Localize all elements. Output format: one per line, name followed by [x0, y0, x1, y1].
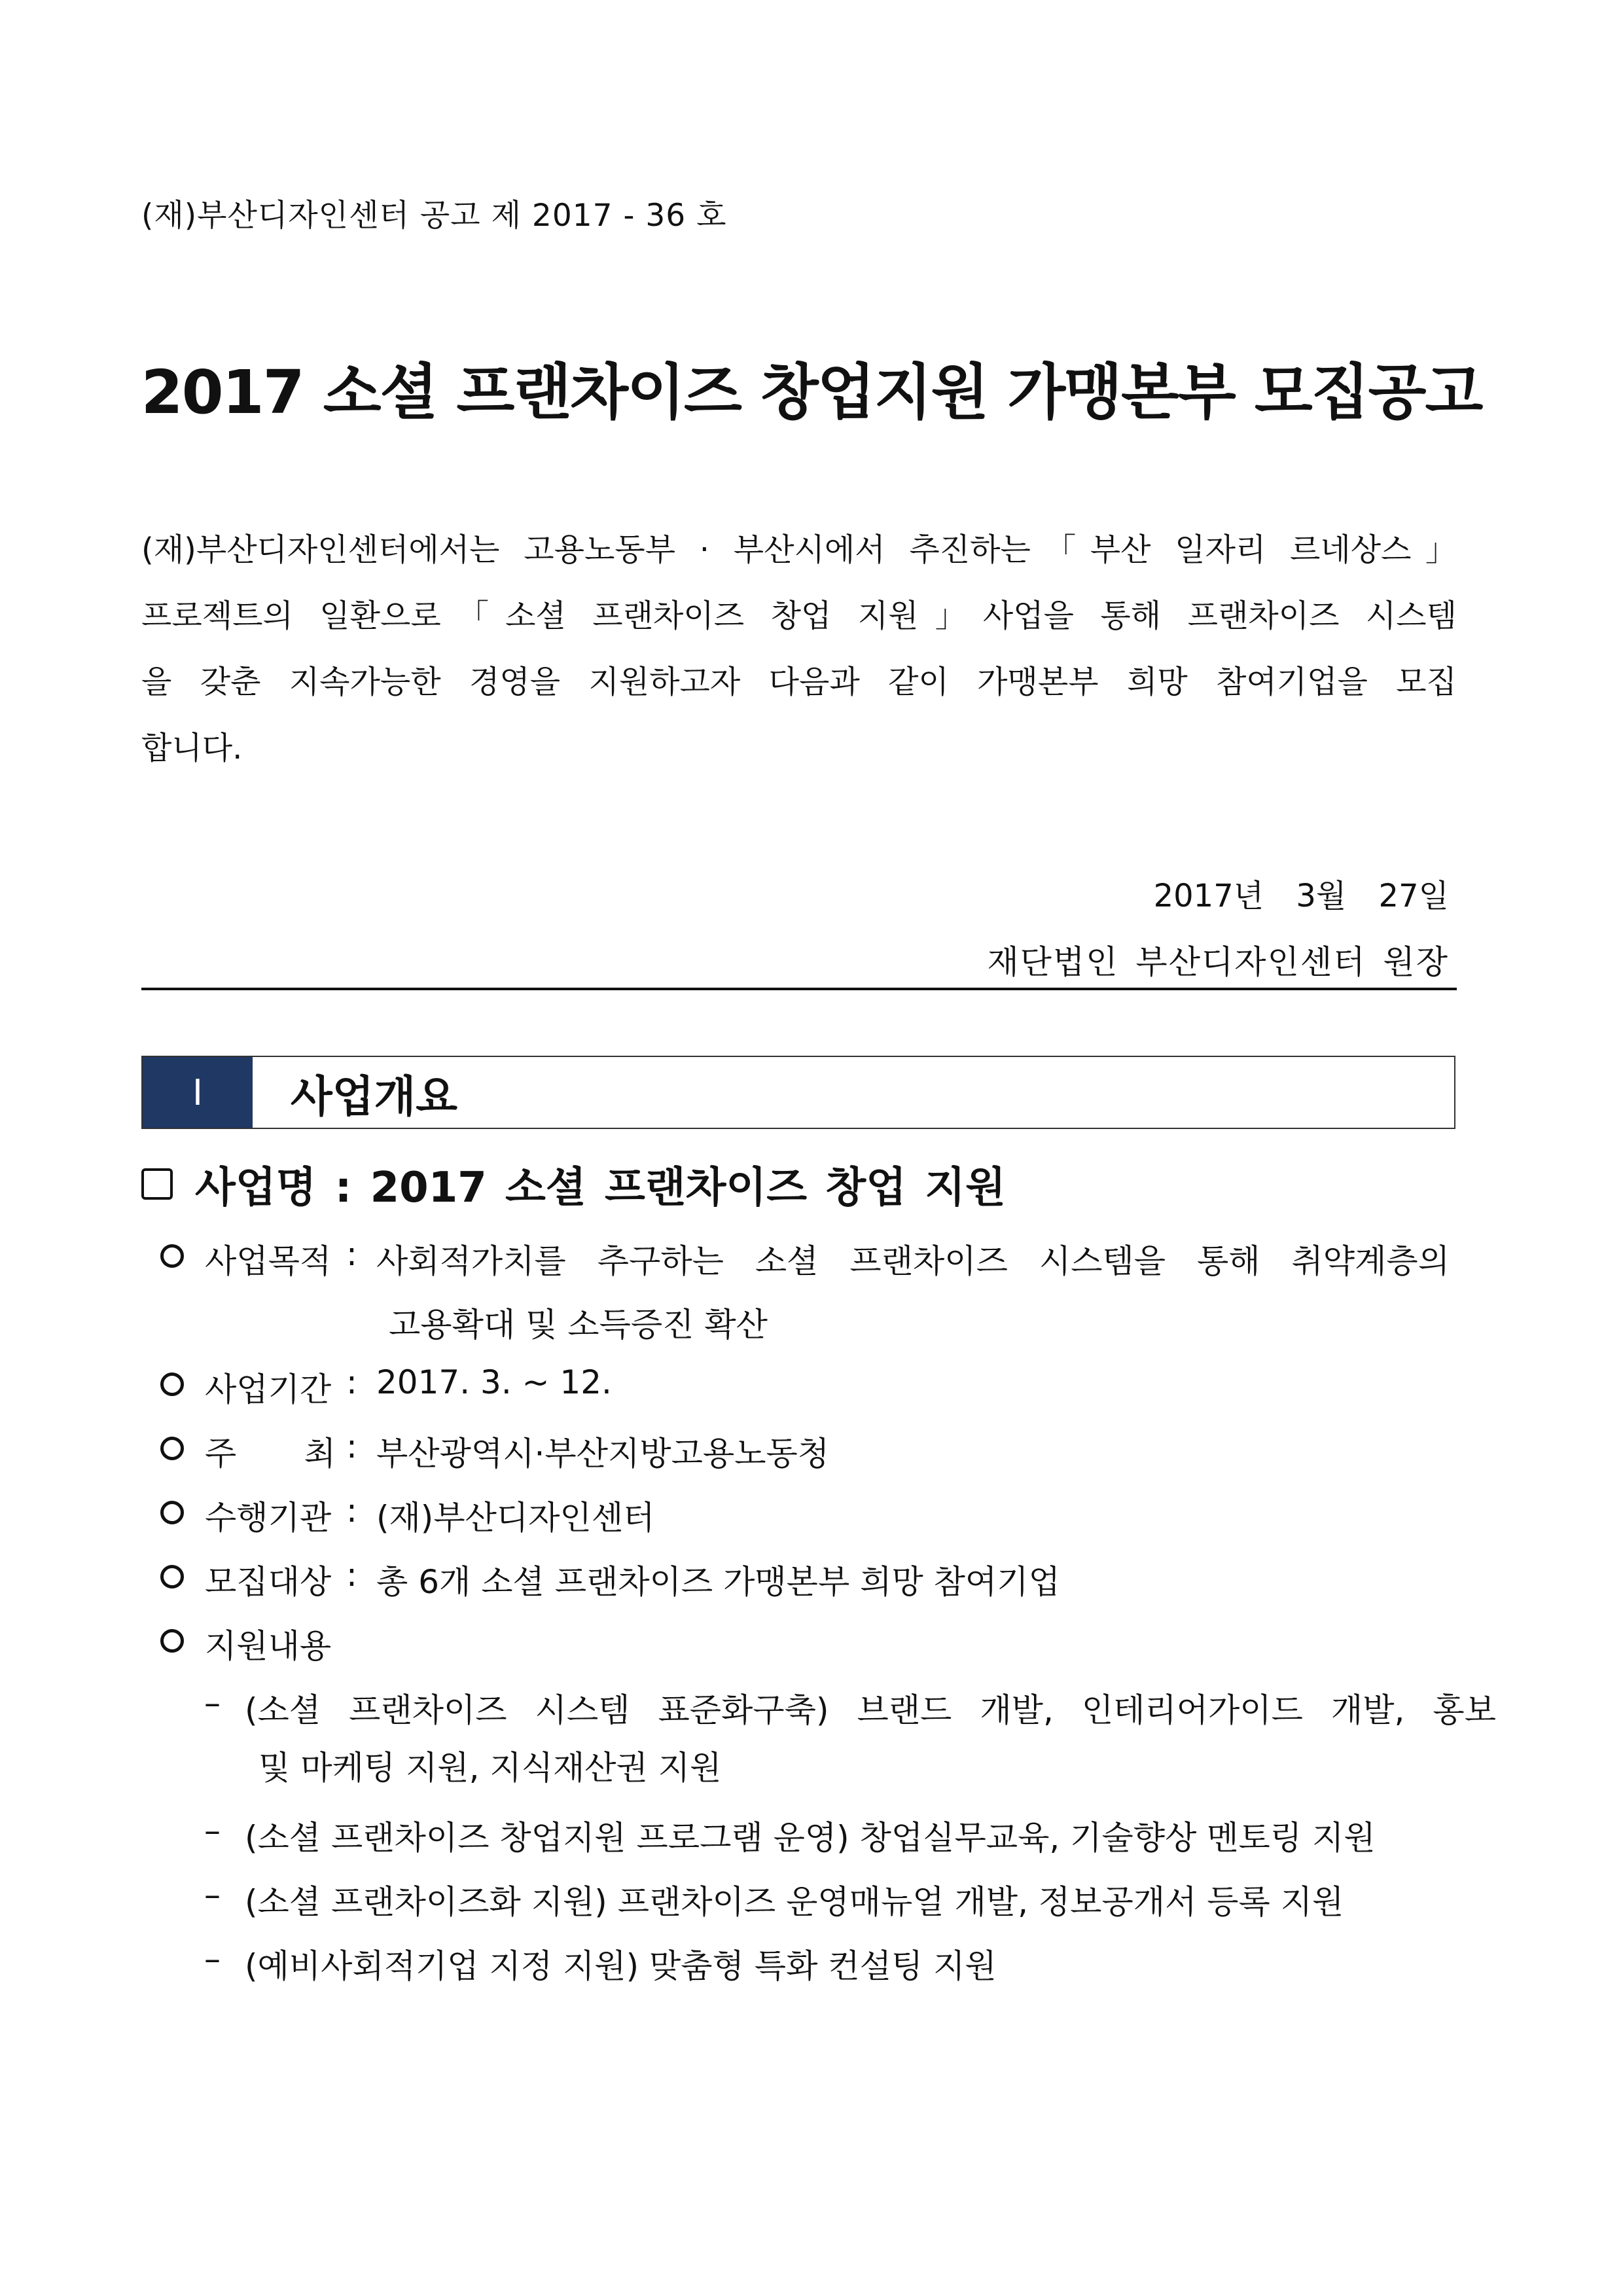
circle-bullet-icon [160, 1372, 184, 1396]
notice-number: (재)부산디자인센터 공고 제 2017 - 36 호 [141, 198, 727, 234]
item-executor [160, 1492, 654, 1539]
section-title: 사업개요 [291, 1071, 458, 1122]
project-name: 사업명 : 2017 소셜 프랜차이즈 창업 지원 [195, 1164, 1006, 1212]
support-item-text: (소셜 프랜차이즈 시스템 표준화구축) 브랜드 개발, 인테리어가이드 개발, 홍보 [245, 1691, 1496, 1729]
item-label: 지원내용 [205, 1627, 332, 1665]
support-item-text: (소셜 프랜차이즈화 지원) 프랜차이즈 운영매뉴얼 개발, 정보공개서 등록 지원 [245, 1883, 1344, 1921]
issuer: 재단법인 부산디자인센터 원장 [987, 943, 1449, 981]
dash-bullet: – [204, 1684, 221, 1722]
colon: : [346, 1427, 357, 1465]
support-item-text: (예비사회적기업 지정 지원) 맞춤형 특화 컨설팅 지원 [245, 1947, 997, 1985]
colon: : [346, 1556, 357, 1594]
project-name-row [141, 1154, 1006, 1214]
section-header [141, 1056, 1455, 1129]
item-value: 사회적가치를 추구하는 소셜 프랜차이즈 시스템을 통해 취약계층의 [376, 1242, 1450, 1280]
item-host [160, 1427, 829, 1475]
colon: : [346, 1492, 357, 1530]
dash-bullet: – [204, 1940, 221, 1978]
intro-line: 을 갖춘 지속가능한 경영을 지원하고자 다음과 같이 가맹본부 희망 참여기업을 모집 [141, 664, 1457, 700]
item-value: 부산광역시·부산지방고용노동청 [376, 1435, 830, 1473]
intro-paragraph [141, 517, 1457, 781]
item-value: 총 6개 소셜 프랜차이즈 가맹본부 희망 참여기업 [376, 1563, 1060, 1601]
item-purpose [160, 1235, 1450, 1282]
item-period [160, 1363, 612, 1410]
support-item [204, 1812, 1376, 1859]
circle-bullet-icon [160, 1501, 184, 1524]
circle-bullet-icon [160, 1565, 184, 1588]
circle-bullet-icon [160, 1629, 184, 1653]
item-target [160, 1556, 1060, 1603]
item-label-part: 주 [205, 1435, 237, 1473]
item-value: (재)부산디자인센터 [376, 1499, 655, 1537]
intro-line: 합니다. [141, 730, 243, 766]
item-value-continued: 고용확대 및 소득증진 확산 [389, 1306, 768, 1344]
item-label: 사업기간 [205, 1371, 332, 1408]
item-label [205, 1427, 346, 1475]
intro-line: 프로젝트의 일환으로「소셜 프랜차이즈 창업 지원」사업을 통해 프랜차이즈 시스템 [141, 598, 1457, 634]
intro-line: (재)부산디자인센터에서는 고용노동부 · 부산시에서 추진하는「부산 일자리 르네상스」 [141, 531, 1457, 568]
circle-bullet-icon [160, 1244, 184, 1268]
circle-bullet-icon [160, 1437, 184, 1460]
notice-date: 2017년 3월 27일 [1153, 878, 1449, 914]
support-item [204, 1876, 1344, 1923]
support-item [204, 1684, 1496, 1731]
page-title: 2017 소셜 프랜차이즈 창업지원 가맹본부 모집공고 [141, 357, 1482, 427]
item-label: 사업목적 [205, 1242, 332, 1280]
support-item [204, 1940, 997, 1987]
divider [141, 988, 1457, 990]
colon: : [346, 1363, 357, 1401]
item-label: 수행기관 [205, 1499, 332, 1537]
item-label-part: 최 [304, 1435, 336, 1473]
item-support [160, 1620, 346, 1667]
item-label: 모집대상 [205, 1563, 332, 1601]
dash-bullet: – [204, 1876, 221, 1914]
support-item-continued: 및 마케팅 지원, 지식재산권 지원 [259, 1749, 722, 1787]
dash-bullet: – [204, 1812, 221, 1850]
item-value: 2017. 3. ~ 12. [376, 1363, 612, 1401]
section-number: Ⅰ [143, 1057, 253, 1128]
square-bullet-icon [141, 1168, 173, 1200]
support-item-text: (소셜 프랜차이즈 창업지원 프로그램 운영) 창업실무교육, 기술향상 멘토링 지원 [245, 1819, 1376, 1857]
colon: : [346, 1235, 357, 1273]
